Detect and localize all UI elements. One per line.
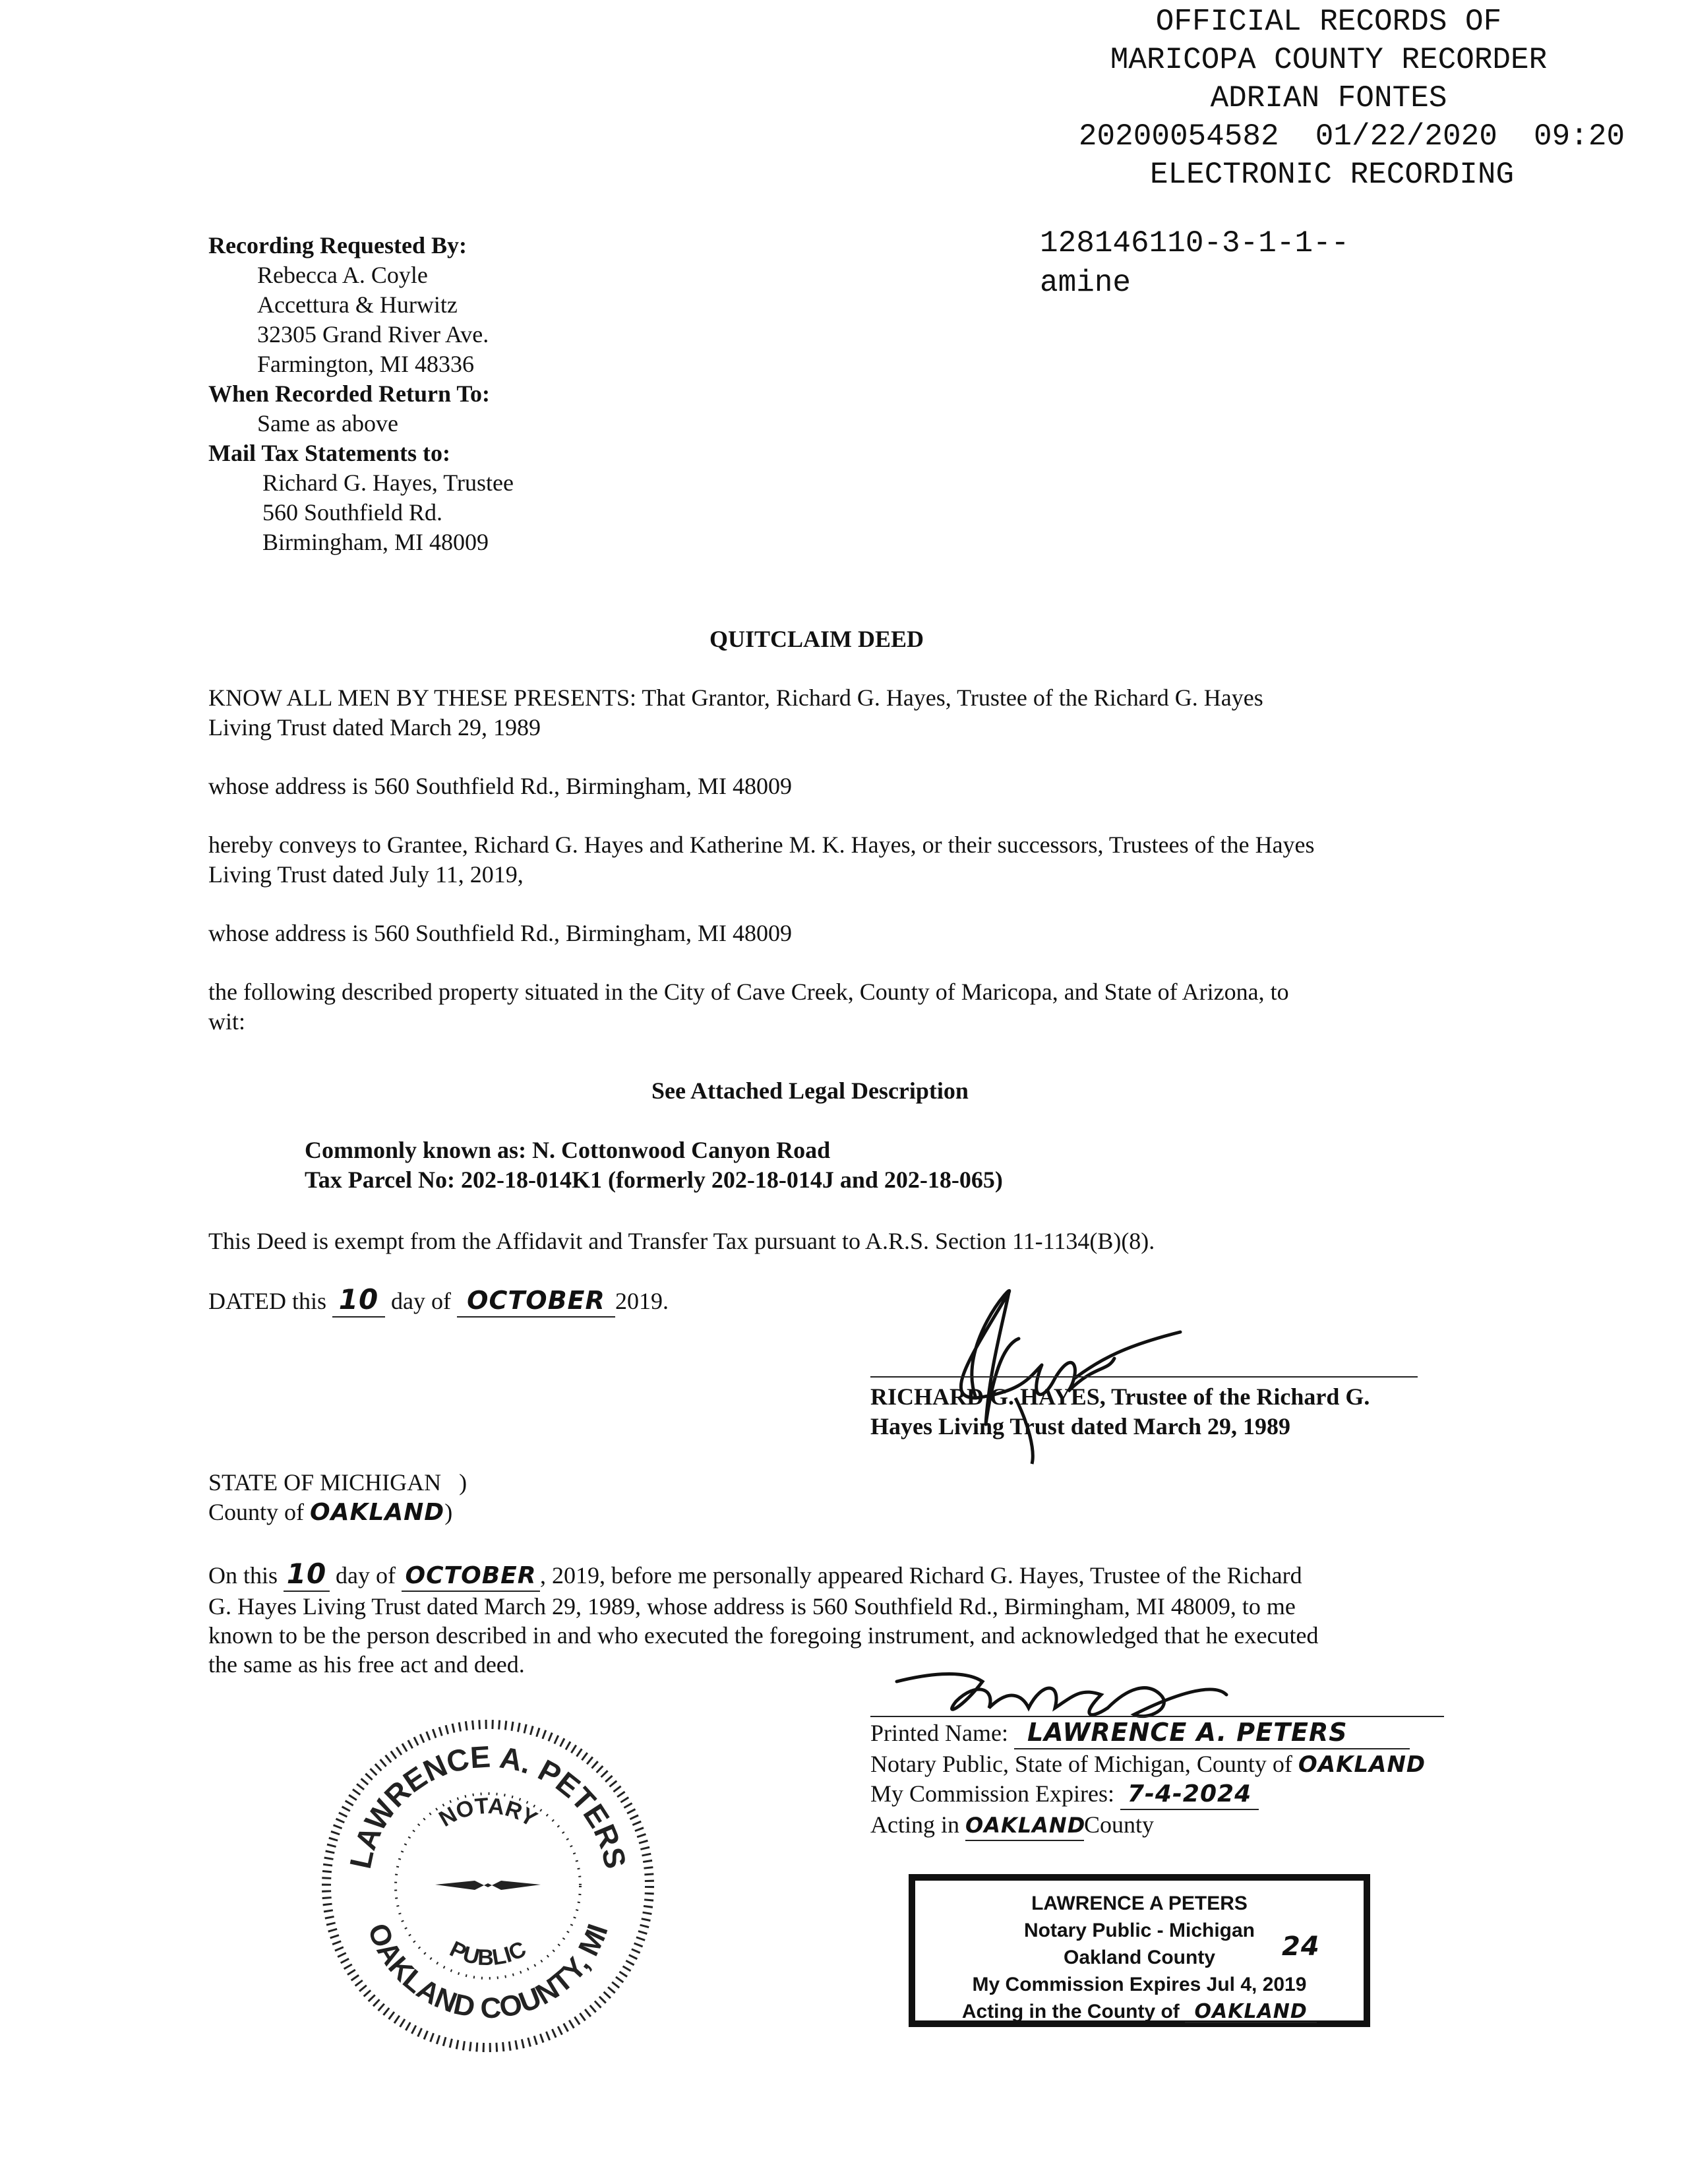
ack-month-handwritten: OCTOBER bbox=[405, 1562, 537, 1589]
notary-venue bbox=[208, 1468, 467, 1527]
notary-public-label: Notary Public, State of Michigan, County of bbox=[870, 1751, 1292, 1777]
mail-tax-label: Mail Tax Statements to: bbox=[208, 440, 450, 466]
paragraph-grantee bbox=[208, 830, 1455, 890]
clerk-id: amine bbox=[1040, 266, 1131, 300]
dated-prefix: DATED this bbox=[208, 1288, 326, 1314]
deed-body bbox=[208, 683, 1455, 1037]
text-line: KNOW ALL MEN BY THESE PRESENTS: That Grantor, Richard G. Hayes, Trustee of the Richard G. Hayes bbox=[208, 684, 1263, 711]
text-line: Living Trust dated July 11, 2019, bbox=[208, 861, 524, 888]
text-line: Living Trust dated March 29, 1989 bbox=[208, 714, 541, 741]
text-line: known to be the person described in and who executed the foregoing instrument, and acknowledged that he executed bbox=[208, 1622, 1319, 1649]
header-line: MARICOPA COUNTY RECORDER bbox=[1110, 43, 1548, 77]
exemption-statement: This Deed is exempt from the Affidavit and Transfer Tax pursuant to A.R.S. Section 11-1134(B)(8). bbox=[208, 1228, 1155, 1254]
dated-month-field bbox=[457, 1287, 615, 1318]
notary-signature-line bbox=[870, 1716, 1444, 1717]
seal-inner-top: NOTARY bbox=[435, 1793, 541, 1832]
grantor-signer-block bbox=[870, 1382, 1370, 1441]
text-line: hereby conveys to Grantee, Richard G. Hayes and Katherine M. K. Hayes, or their successors, Trustees of the Hayes bbox=[208, 832, 1315, 858]
notary-county-row bbox=[870, 1749, 1426, 1779]
mail-tax-line: Richard G. Hayes, Trustee bbox=[262, 470, 514, 496]
requested-by-line: Accettura & Hurwitz bbox=[257, 291, 458, 318]
dated-month-handwritten: OCTOBER bbox=[467, 1286, 605, 1315]
seal-bottom-text: OAKLAND COUNTY, MI bbox=[361, 1919, 615, 2025]
stamp-year-correction: 24 bbox=[1282, 1931, 1320, 1962]
ack-day-of: day of bbox=[336, 1562, 396, 1589]
header-line: OFFICIAL RECORDS OF bbox=[1155, 5, 1502, 39]
header-line: ELECTRONIC RECORDING bbox=[1149, 158, 1515, 192]
ack-day-field bbox=[284, 1560, 330, 1592]
return-to-label: When Recorded Return To: bbox=[208, 380, 491, 407]
requested-by-line: Farmington, MI 48336 bbox=[257, 351, 474, 377]
mail-tax-line: Birmingham, MI 48009 bbox=[262, 529, 489, 555]
acting-county-handwritten: OAKLAND bbox=[965, 1813, 1086, 1838]
acknowledgment bbox=[208, 1560, 1461, 1679]
paragraph-grantor-address: whose address is 560 Southfield Rd., Birmingham, MI 48009 bbox=[208, 773, 792, 799]
venue-state: STATE OF MICHIGAN ) bbox=[208, 1469, 467, 1496]
acting-field bbox=[965, 1810, 1084, 1841]
paragraph-grantee-address: whose address is 560 Southfield Rd., Birmingham, MI 48009 bbox=[208, 920, 792, 946]
commonly-known-as: Commonly known as: N. Cottonwood Canyon Road bbox=[305, 1137, 831, 1163]
printed-name-handwritten: LAWRENCE A. PETERS bbox=[1027, 1718, 1348, 1747]
venue-county bbox=[208, 1498, 467, 1527]
acting-row bbox=[870, 1810, 1426, 1841]
ack-first-line bbox=[208, 1560, 1461, 1592]
stamp-line: Notary Public - Michigan bbox=[1023, 1920, 1255, 1941]
ack-on-this: On this bbox=[208, 1562, 278, 1589]
requested-by-label: Recording Requested By: bbox=[208, 232, 467, 258]
recording-block bbox=[208, 231, 514, 557]
requested-by-line: 32305 Grand River Ave. bbox=[257, 321, 489, 348]
printed-name-row bbox=[870, 1718, 1426, 1749]
commission-handwritten: 7-4-2024 bbox=[1127, 1780, 1252, 1807]
text-line: the following described property situated in the City of Cave Creek, County of Maricopa, and State of Arizona, to bbox=[208, 979, 1289, 1005]
seal-inner-bottom: PUBLIC bbox=[446, 1936, 530, 1971]
commission-row bbox=[870, 1779, 1426, 1810]
text-line: the same as his free act and deed. bbox=[208, 1651, 525, 1678]
grantor-signature-line bbox=[870, 1376, 1418, 1378]
tax-parcel: Tax Parcel No: 202-18-014K1 (formerly 202-18-014J and 202-18-065) bbox=[305, 1167, 1003, 1193]
dated-day-field bbox=[332, 1283, 385, 1318]
document-code: 128146110-3-1-1-- bbox=[1040, 226, 1350, 260]
seal-top-text: LAWRENCE A. PETERS bbox=[342, 1739, 634, 1872]
dated-year: 2019. bbox=[615, 1288, 669, 1314]
legal-description-ref: See Attached Legal Description bbox=[651, 1077, 969, 1104]
acting-label: Acting in bbox=[870, 1811, 959, 1838]
notary-seal bbox=[316, 1714, 659, 2057]
stamp-line: Oakland County bbox=[1063, 1947, 1216, 1968]
stamp-line: My Commission Expires Jul 4, 2019 bbox=[972, 1974, 1307, 1995]
notary-county-handwritten: OAKLAND bbox=[1298, 1751, 1426, 1778]
text-line: wit: bbox=[208, 1008, 246, 1035]
acting-suffix: County bbox=[1083, 1811, 1154, 1838]
dated-day-handwritten: 10 bbox=[338, 1283, 379, 1316]
notary-details bbox=[870, 1718, 1426, 1841]
stamp-acting-line bbox=[915, 1998, 1364, 2025]
dated-line bbox=[208, 1283, 669, 1318]
deed-title: QUITCLAIM DEED bbox=[709, 626, 924, 652]
return-to-value: Same as above bbox=[257, 410, 398, 437]
property-info bbox=[305, 1136, 1003, 1195]
signer-line: Hayes Living Trust dated March 29, 1989 bbox=[870, 1413, 1291, 1440]
ack-rest: , 2019, before me personally appeared Richard G. Hayes, Trustee of the Richard bbox=[539, 1562, 1302, 1589]
printed-name-field bbox=[1014, 1718, 1410, 1749]
paragraph-property bbox=[208, 977, 1455, 1037]
commission-field bbox=[1120, 1779, 1259, 1810]
commission-label: My Commission Expires: bbox=[870, 1780, 1115, 1807]
mail-tax-line: 560 Southfield Rd. bbox=[262, 499, 443, 526]
county-handwritten: OAKLAND bbox=[310, 1499, 445, 1526]
recording-number: 20200054582 01/22/2020 09:20 bbox=[1078, 119, 1625, 154]
signer-line: RICHARD G. HAYES, Trustee of the Richard G. bbox=[870, 1383, 1370, 1410]
header-line: ADRIAN FONTES bbox=[1210, 81, 1447, 115]
county-close: ) bbox=[444, 1499, 453, 1525]
ack-day-handwritten: 10 bbox=[286, 1558, 327, 1590]
paragraph-grantor bbox=[208, 683, 1455, 743]
dated-mid: day of bbox=[391, 1288, 451, 1314]
stamp-line: LAWRENCE A PETERS bbox=[1031, 1893, 1248, 1914]
seal-emblem-icon bbox=[435, 1881, 541, 1890]
text-line: G. Hayes Living Trust dated March 29, 1989, whose address is 560 Southfield Rd., Birmingham, MI 48009, to me bbox=[208, 1593, 1296, 1620]
ack-month-field bbox=[402, 1561, 540, 1592]
printed-name-label: Printed Name: bbox=[870, 1720, 1008, 1746]
county-prefix: County of bbox=[208, 1499, 305, 1525]
stamp-acting-label: Acting in the County of bbox=[961, 2001, 1180, 2022]
requested-by-line: Rebecca A. Coyle bbox=[257, 262, 428, 288]
recorder-header bbox=[1029, 3, 1688, 194]
stamp-acting-county: OAKLAND bbox=[1185, 2002, 1317, 2023]
